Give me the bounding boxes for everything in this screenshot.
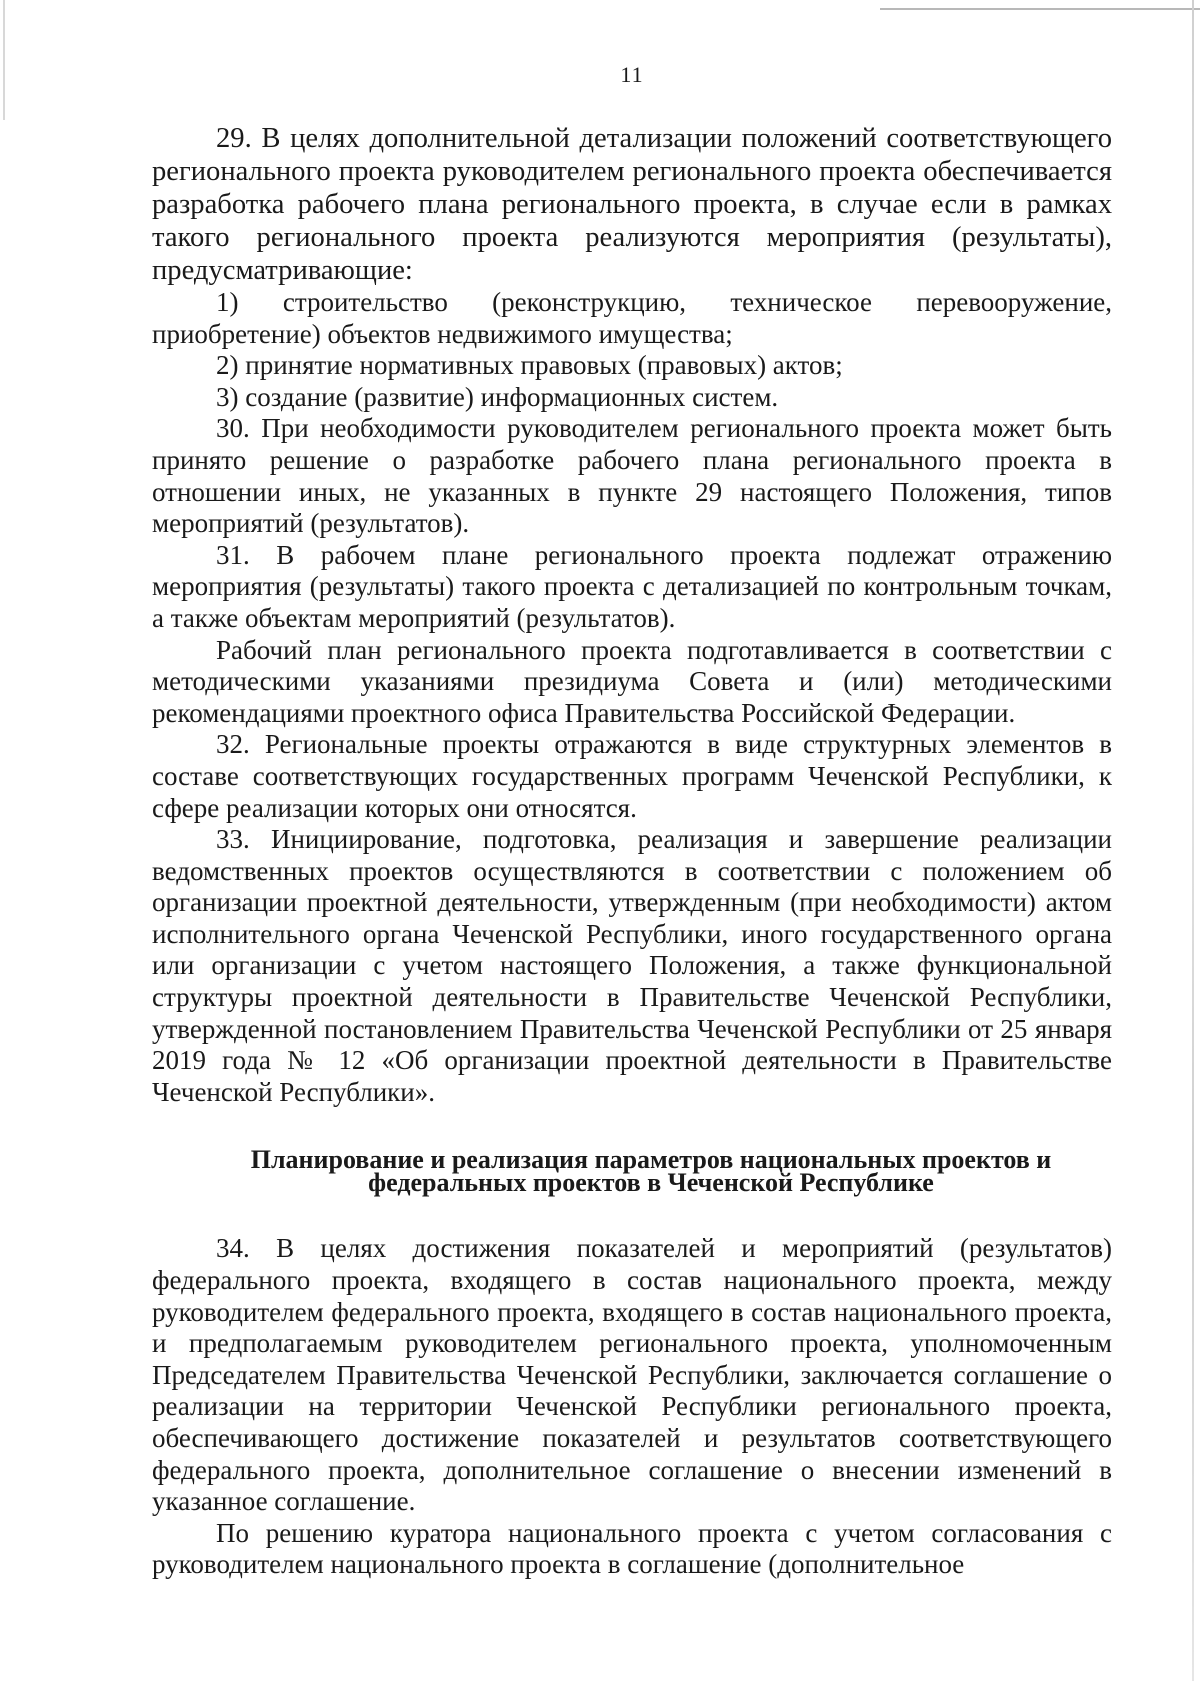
section-heading-line-1: Планирование и реализация параметров национальных проектов и — [250, 1145, 1052, 1175]
scan-edge-left — [3, 0, 5, 120]
scan-edge-top — [880, 8, 1200, 10]
paragraph-29-item-2: 2) принятие нормативных правовых (правовых) актов; — [216, 350, 843, 381]
heading-gap — [152, 1194, 1112, 1233]
paragraph-29: 29. В целях дополнительной детализации положений соответствующего регионального проекта руководителем регионального проекта обеспечивается разработка рабочего плана регионального проекта, в случае если в рамках такого регионального проекта реализуются мероприятия (результаты), предусматривающие: — [152, 123, 1112, 286]
paragraph-31-work-plan: Рабочий план регионального проекта подготавливается в соответствии с методическими указаниями президиума Совета и (или) методическими рекомендациями проектного офиса Правительства Российской Федерации. — [152, 634, 1112, 728]
page-number: 11 — [620, 62, 644, 87]
paragraph-33: 33. Инициирование, подготовка, реализация и завершение реализации ведомственных проектов осуществляются в соответствии с положением об организации проектной деятельности, утвержденным (при необходимости) актом исполнительного органа Чеченской Республики, иного государственного органа или организации с учетом настоящего Положения, а также функциональной структуры проектной деятельности в Правительстве Чеченской Республики, утвержденной постановлением Правительства Чеченской Республики от 25 января 2019 года № 12 «Об организации проектной деятельности в Правительстве Чеченской Республики». — [152, 824, 1112, 1107]
section-heading-line-2: федеральных проектов в Чеченской Республике — [368, 1168, 934, 1198]
scan-edge-right — [1192, 0, 1194, 1681]
section-gap — [152, 1108, 1112, 1148]
paragraph-34-curator: По решению куратора национального проекта с учетом согласования с руководителем национального проекта в соглашение (дополнительное — [152, 1517, 1112, 1580]
paragraph-29-item-3: 3) создание (развитие) информационных систем. — [216, 381, 779, 412]
paragraph-31: 31. В рабочем плане регионального проекта подлежат отражению мероприятия (результаты) такого проекта с детализацией по контрольным точкам, а также объектам мероприятий (результатов). — [152, 539, 1112, 633]
section-heading — [152, 1145, 1112, 1198]
paragraph-29-item-1: 1) строительство (реконструкцию, техническое перевооружение, приобретение) объектов недвижимого имущества; — [152, 287, 1112, 349]
paragraph-34: 34. В целях достижения показателей и мероприятий (результатов) федерального проекта, входящего в состав национального проекта, между руководителем федерального проекта, входящего в состав национального проекта, и предполагаемым руководителем регионального проекта, уполномоченным Председателем Правительства Чеченской Республики, заключается соглашение о реализации на территории Чеченской Республики регионального проекта, обеспечивающего достижение показателей и результатов соответствующего федерального проекта, дополнительное соглашение о внесении изменений в указанное соглашение. — [152, 1233, 1112, 1517]
document-body — [152, 122, 1112, 1581]
paragraph-30: 30. При необходимости руководителем регионального проекта может быть принято решение о разработке рабочего плана регионального проекта в отношении иных, не указанных в пункте 29 настоящего Положения, типов мероприятий (результатов). — [152, 413, 1112, 539]
paragraph-32: 32. Региональные проекты отражаются в виде структурных элементов в составе соответствующих государственных программ Чеченской Республики, к сфере реализации которых они относятся. — [152, 729, 1112, 823]
